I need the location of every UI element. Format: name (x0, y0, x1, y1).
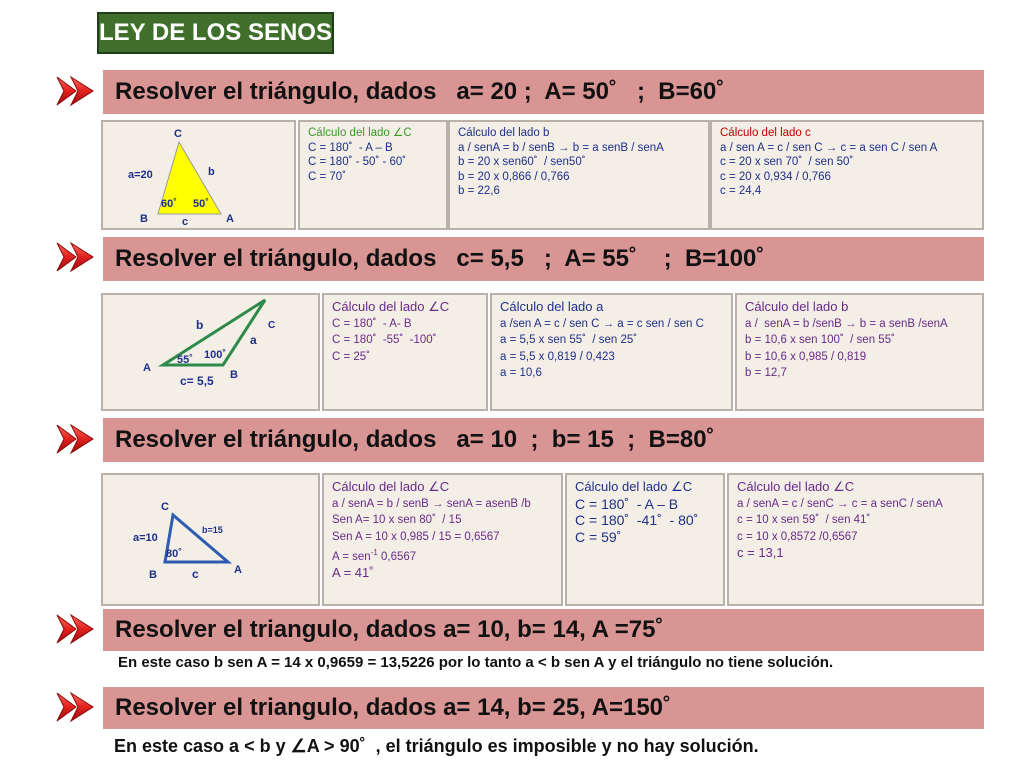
vertex-B-label: B (149, 569, 157, 581)
problem-1-banner: Resolver el triángulo, dados a= 20 ; A= 50˚ ; B=60˚ (103, 70, 984, 114)
page-title: LEY DE LOS SENOS (97, 12, 334, 54)
calc-line: a / senA = c / senC → c = a senC / senA (737, 497, 943, 510)
vertex-B-label: B (140, 213, 148, 225)
calc-cell (298, 120, 448, 230)
arrow-right-icon (54, 690, 96, 724)
side-b-label: b (208, 166, 215, 178)
calc-line: b = 10,6 x sen 100˚ / sen 55˚ (745, 334, 895, 346)
calc-heading: Cálculo del lado ∠C (308, 127, 412, 139)
side-a-label: a=20 (128, 169, 153, 181)
vertex-B-label: B (230, 369, 238, 381)
calc-line: c = 20 x sen 70˚ / sen 50˚ (720, 156, 854, 168)
problem-4-banner: Resolver el triangulo, dados a= 10, b= 14, A =75˚ (103, 609, 984, 651)
calc-line: C = 180˚ - A – B (575, 495, 679, 512)
calc-cell (322, 293, 488, 411)
arrow-right-icon (54, 612, 96, 646)
calc-line: C = 59˚ (575, 528, 622, 545)
calc-line: c = 10 x 0,8572 /0,6567 (737, 530, 858, 543)
calc-cell (710, 120, 984, 230)
calc-cell (448, 120, 710, 230)
calc-line: C = 180˚ -41˚ - 80˚ (575, 512, 699, 528)
calc-text: A = sen (332, 550, 371, 563)
calc-heading: Cálculo del lado c (720, 127, 811, 139)
calc-cell (727, 473, 984, 606)
calc-result: c = 13,1 (737, 545, 784, 560)
problem-5-note: En este caso a < b y ∠A > 90˚ , el triángulo es imposible y no hay solución. (114, 736, 759, 756)
calc-heading: Cálculo del lado ∠C (575, 479, 693, 494)
calc-line: C = 25˚ (332, 350, 371, 363)
calc-cell (565, 473, 725, 606)
triangle-figure-1 (101, 120, 296, 230)
side-a-label: a (250, 333, 257, 347)
calc-line: b = 10,6 x 0,985 / 0,819 (745, 350, 867, 363)
side-c-label: c (192, 567, 199, 581)
superscript: -1 (370, 548, 378, 557)
side-a-label: a=10 (133, 532, 158, 544)
calc-line: a / senA = b / senB → b = a senB / senA (458, 141, 664, 154)
problem-3-banner: Resolver el triángulo, dados a= 10 ; b= 15 ; B=80˚ (103, 418, 984, 462)
calc-line: Sen A= 10 x sen 80˚ / 15 (332, 514, 462, 526)
angle-A-label: 55˚ (177, 354, 193, 366)
angle-B-label: 80˚ (166, 548, 182, 560)
calc-line: b = 20 x 0,866 / 0,766 (458, 170, 570, 183)
calc-line (332, 545, 553, 565)
angle-B-label: 100˚ (204, 349, 227, 361)
arrow-right-icon (54, 74, 96, 108)
vertex-A-label: A (226, 213, 234, 225)
calc-line: b = 12,7 (745, 367, 787, 379)
calc-line: C = 180˚ -55˚ -100˚ (332, 334, 437, 346)
calc-cell (490, 293, 733, 411)
vertex-A-label: A (234, 564, 242, 576)
calc-line: a /sen A = c / sen C → a = c sen / sen C (500, 317, 704, 330)
angle-A-label: 50˚ (193, 198, 209, 210)
calc-line: a / senA = b /senB → b = a senB /senA (745, 317, 948, 330)
problem-4-note: En este caso b sen A = 14 x 0,9659 = 13,5226 por lo tanto a < b sen A y el triángulo no tiene solución. (118, 654, 834, 671)
vertex-C-label: C (174, 128, 182, 140)
side-b-label: b (196, 318, 204, 332)
calc-text: 0,6567 (377, 550, 417, 563)
calc-cell (322, 473, 563, 606)
calc-heading: Cálculo del lado b (745, 299, 849, 314)
calc-line: C = 180˚ - 50˚ - 60˚ (308, 156, 407, 168)
calc-heading: Cálculo del lado a (500, 299, 604, 314)
arrow-right-icon (54, 240, 96, 274)
calc-cell (735, 293, 984, 411)
problem-2-banner: Resolver el triángulo, dados c= 5,5 ; A= 55˚ ; B=100˚ (103, 237, 984, 281)
calc-line: c = 10 x sen 59˚ / sen 41˚ (737, 514, 871, 526)
side-b-label: b=15 (202, 525, 223, 535)
side-c-label: c (182, 216, 189, 228)
triangle-figure-3 (101, 473, 320, 606)
calc-line: b = 22,6 (458, 185, 500, 197)
calc-line: C = 70˚ (308, 170, 347, 183)
angle-B-label: 60˚ (161, 198, 177, 210)
calc-heading: Cálculo del lado ∠C (332, 299, 450, 314)
calc-line: C = 180˚ - A- B (332, 317, 412, 330)
vertex-C-label: C (161, 501, 169, 513)
calc-line: b = 20 x sen60˚ / sen50˚ (458, 156, 586, 168)
calc-line: a = 5,5 x 0,819 / 0,423 (500, 350, 615, 363)
calc-line: a = 5,5 x sen 55˚ / sen 25˚ (500, 334, 638, 346)
triangle-figure-2 (101, 293, 320, 411)
calc-line: Sen A = 10 x 0,985 / 15 = 0,6567 (332, 530, 500, 543)
vertex-C-label: C (268, 320, 276, 331)
calc-line: a / sen A = c / sen C → c = a sen C / sen A (720, 141, 938, 154)
calc-line: a = 10,6 (500, 367, 542, 379)
vertex-A-label: A (143, 362, 151, 374)
calc-heading: Cálculo del lado ∠C (737, 479, 855, 494)
calc-heading: Cálculo del lado ∠C (332, 479, 450, 494)
arrow-right-icon (54, 422, 96, 456)
calc-line: c = 24,4 (720, 185, 762, 197)
calc-heading: Cálculo del lado b (458, 127, 550, 139)
calc-line: C = 180˚ - A – B (308, 141, 393, 154)
calc-line: c = 20 x 0,934 / 0,766 (720, 170, 831, 183)
calc-result: A = 41˚ (332, 565, 374, 581)
calc-line: a / senA = b / senB → senA = asenB /b (332, 497, 531, 510)
problem-5-banner: Resolver el triangulo, dados a= 14, b= 25, A=150˚ (103, 687, 984, 729)
side-c-label: c= 5,5 (180, 374, 214, 388)
